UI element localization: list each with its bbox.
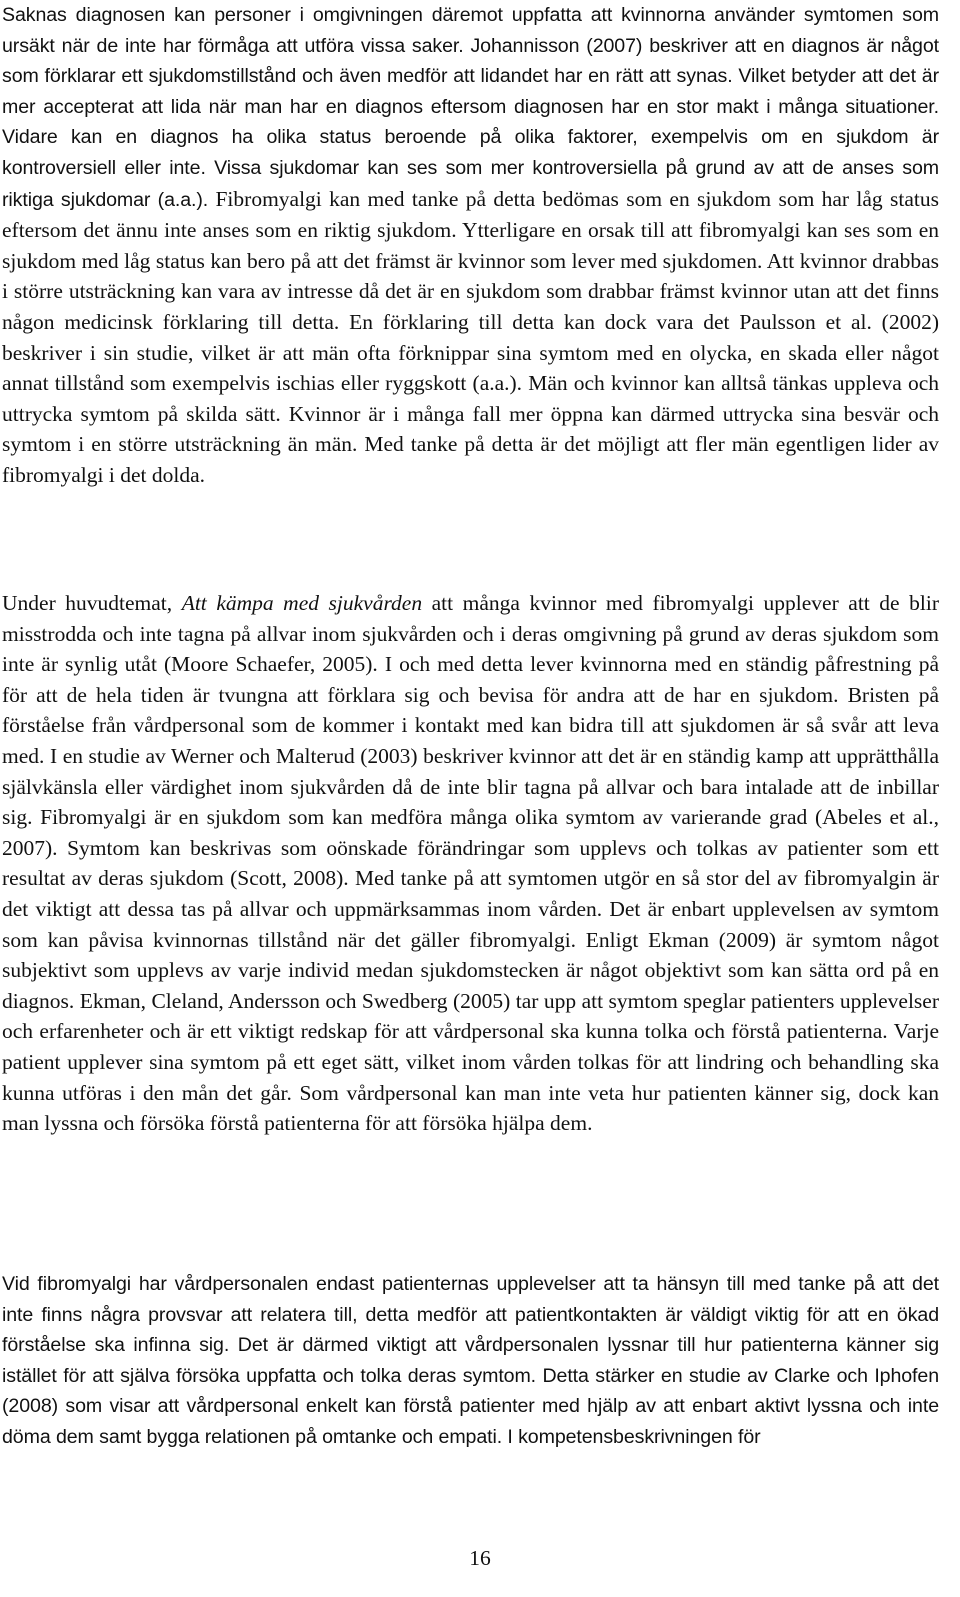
paragraph-segment: att många kvinnor med fibromyalgi upplever att de blir misstrodda och inte tagna på allvar inom sjukvården och i deras omgivning på grund av deras sjukdom som inte är synlig utåt (Moore Schaefer, 2005). I och med detta lever kvinnorna med en ständig påfrestning på för att de hela tiden är tvungna att förklara sig och bevisa för andra att de har en sjukdom. Bristen på förståelse från vårdpersonal som de kommer i kontakt med kan bidra till att sjukdomen är så svår att leva med. I en studie av Werner och Malterud (2003) beskriver kvinnor att det är en ständig kamp att upprätthålla självkänsla eller värdighet inom sjukvården då de inte blir tagna på allvar och bara intalade att de inbillar sig. Fibromyalgi är en sjukdom som kan medföra många olika symtom av varierande grad (Abeles et al., 2007). Symtom kan beskrivas som oönskade förändringar som upplevs och tolkas av patienter som ett resultat av deras sjukdom (Scott, 2008). Med tanke på att symtomen utgör en så stor del av fibromyalgin är det viktigt att dessa tas på allvar och uppmärksammas inom vården. Det är enbart upplevelsen av symtom som kan påvisa kvinnornas tillstånd när det gäller fibromyalgi. Enligt Ekman (2009) är symtom något subjektivt som upplevs av varje individ medan sjukdomstecken är något objektivt som kan sätta ord på en diagnos. Ekman, Cleland, Andersson och Swedberg (2005) tar upp att symtom speglar patienters upplevelser och erfarenheter och är ett viktigt redskap för att vårdpersonal ska kunna tolka och förstå patienterna. Varje patient upplever sina symtom på ett eget sätt, vilket inom vården tolkas för att lindring och behandling ska kunna utföras i den mån det går. Som vårdpersonal kan man inte veta hur patienten känner sig, dock kan man lyssna och försöka förstå patienterna för att försöka hjälpa dem.: [2, 591, 939, 1136]
theme-title-italic: Att kämpa med sjukvården: [181, 591, 423, 615]
paragraph-segment: Saknas diagnosen kan personer i omgivningen däremot uppfatta att kvinnorna använder symtomen som ursäkt när de inte har förmåga att utföra vissa saker. Johannisson (2007) beskriver att en diagnos är något som förklarar ett sjukdomstillstånd och även medför att lidandet har en rätt att synas. Vilket betyder att det är mer accepterat att lida när man har en diagnos eftersom diagnosen har en stor makt i många situationer. Vidare kan en diagnos ha olika status beroende på olika faktorer, exempelvis om en sjukdom är kontroversiell eller inte. Vissa sjukdomar kan ses som mer kontroversiella på grund av att de anses som riktiga sjukdomar (a.a.).: [2, 4, 939, 211]
paragraph-diagnosis-status: [2, 0, 939, 491]
paragraph-segment: Under huvudtemat,: [2, 591, 182, 615]
paragraph-healthcare-struggle: [2, 588, 939, 1139]
paragraph-segment: Fibromyalgi kan med tanke på detta bedömas som en sjukdom som har låg status eftersom det ännu inte anses som en riktig sjukdom. Ytterligare en orsak till att fibromyalgi kan ses som en sjukdom med låg status kan bero på att det främst är kvinnor som lever med sjukdomen. Att kvinnor drabbas i större utsträckning kan vara av intresse då det är en sjukdom som drabbar främst kvinnor utan att det finns någon medicinsk förklaring till detta. En förklaring till detta kan dock vara det Paulsson et al. (2002) beskriver i sin studie, vilket är att män ofta förknippar sina symtom med en olycka, en skada eller något annat tillstånd som exempelvis ischias eller ryggskott (a.a.). Män och kvinnor kan alltså tänkas uppleva och uttrycka symtom på skilda sätt. Kvinnor är i många fall mer öppna kan därmed uttrycka sina besvär och symtom i en större utsträckning än män. Med tanke på detta är det möjligt att fler män egentligen lider av fibromyalgi i det dolda.: [2, 186, 939, 487]
paragraph-segment: Vid fibromyalgi har vårdpersonalen endast patienternas upplevelser att ta hänsyn till med tanke på att det inte finns några provsvar att relatera till, detta medför att patientkontakten är väldigt viktig för att en ökad förståelse ska infinna sig. Det är därmed viktigt att vårdpersonalen lyssnar till hur patienterna känner sig istället för att själva försöka uppfatta och tolka deras symtom. Detta stärker en studie av Clarke och Iphofen (2008) som visar att vårdpersonal enkelt kan förstå patienter med hjälp av att enbart aktivt lyssna och inte döma dem samt bygga relationen på omtanke och empati. I kompetensbeskrivningen för: [2, 1273, 939, 1448]
paragraph-patient-contact: [2, 1269, 939, 1453]
page-number: 16: [469, 1546, 491, 1570]
